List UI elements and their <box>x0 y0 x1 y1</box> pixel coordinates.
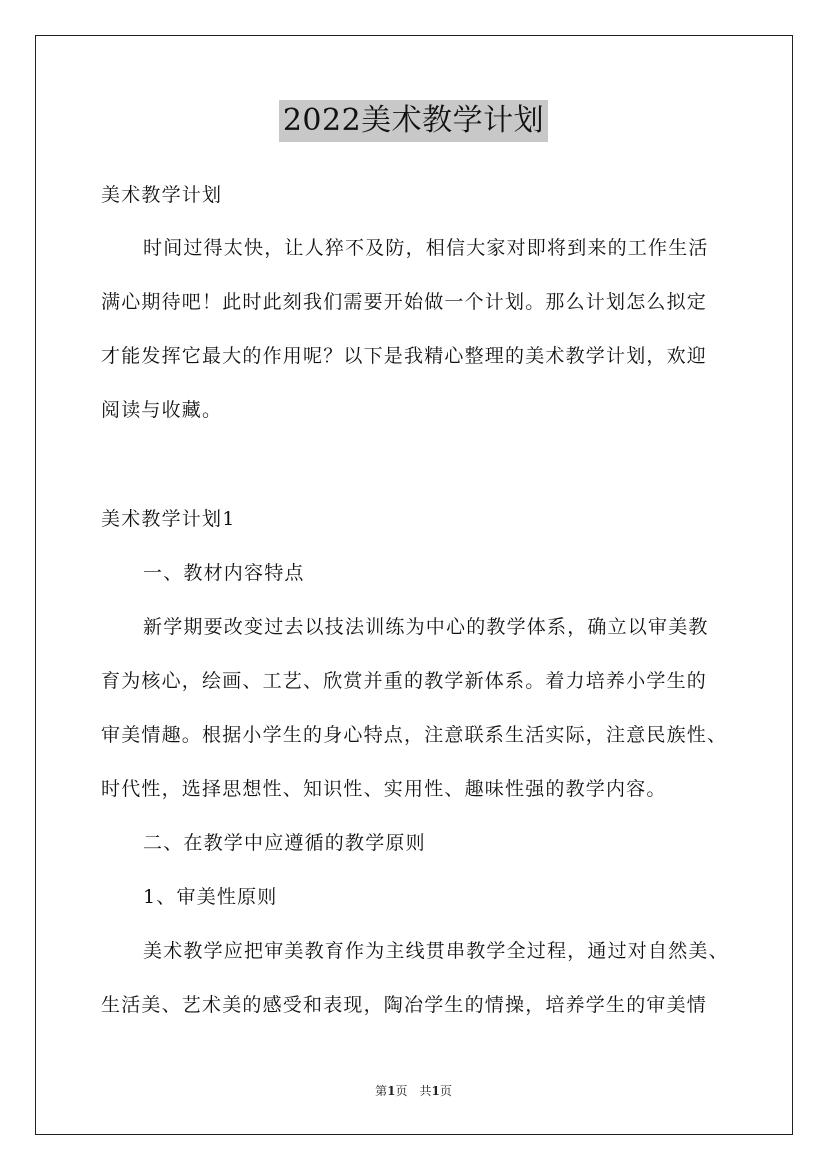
document-subtitle: 美术教学计划 <box>101 184 223 206</box>
footer-page-mid: 页 共 <box>395 1084 432 1098</box>
section1-subheading-3: 1、审美性原则 <box>143 886 278 908</box>
footer-page-prefix: 第 <box>375 1084 388 1098</box>
page-footer <box>0 1083 827 1099</box>
section1-subheading-1: 一、教材内容特点 <box>143 562 305 584</box>
intro-line-4: 阅读与收藏。 <box>101 399 223 421</box>
footer-page-total: 1 <box>431 1084 440 1098</box>
section1-subheading-2: 二、在教学中应遵循的教学原则 <box>143 832 426 854</box>
section1-para1-line-1: 新学期要改变过去以技法训练为中心的教学体系，确立以审美教 <box>143 616 709 638</box>
section1-heading: 美术教学计划1 <box>101 508 236 530</box>
intro-line-2: 满心期待吧！此时此刻我们需要开始做一个计划。那么计划怎么拟定 <box>101 291 708 313</box>
footer-page-current: 1 <box>387 1084 396 1098</box>
intro-line-1: 时间过得太快，让人猝不及防，相信大家对即将到来的工作生活 <box>143 237 709 259</box>
document-title: 2022美术教学计划 <box>279 100 548 142</box>
section1-para1-line-4: 时代性，选择思想性、知识性、实用性、趣味性强的教学内容。 <box>101 778 667 800</box>
section1-para1-line-2: 育为核心，绘画、工艺、欣赏并重的教学新体系。着力培养小学生的 <box>101 670 708 692</box>
section1-para2-line-2: 生活美、艺术美的感受和表现，陶冶学生的情操，培养学生的审美情 <box>101 994 708 1016</box>
footer-page-suffix: 页 <box>439 1084 452 1098</box>
title-container <box>0 100 827 142</box>
section1-para1-line-3: 审美情趣。根据小学生的身心特点，注意联系生活实际，注意民族性、 <box>101 724 728 746</box>
intro-line-3: 才能发挥它最大的作用呢？以下是我精心整理的美术教学计划，欢迎 <box>101 345 708 367</box>
section1-para2-line-1: 美术教学应把审美教育作为主线贯串教学全过程，通过对自然美、 <box>143 940 729 962</box>
